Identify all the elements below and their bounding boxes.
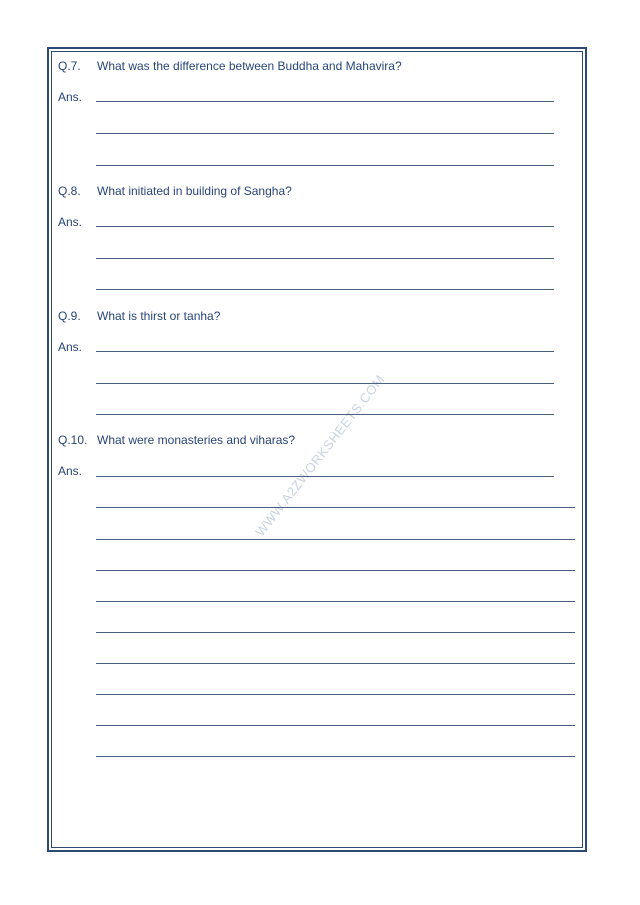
answer-line[interactable]	[96, 414, 554, 415]
answer-line[interactable]	[96, 601, 575, 602]
question-9-text: What is thirst or tanha?	[97, 309, 221, 323]
question-8-number: Q.8.	[58, 184, 81, 198]
answer-line[interactable]	[96, 289, 554, 290]
answer-line[interactable]	[96, 539, 575, 540]
answer-line[interactable]	[96, 165, 554, 166]
answer-line[interactable]	[96, 694, 575, 695]
question-7-answer-label: Ans.	[58, 90, 83, 104]
question-10-number: Q.10.	[58, 433, 88, 447]
answer-line[interactable]	[96, 226, 554, 227]
answer-line[interactable]	[96, 756, 575, 757]
answer-line[interactable]	[96, 476, 554, 477]
answer-line[interactable]	[96, 351, 554, 352]
question-10-answer-label: Ans.	[58, 464, 83, 478]
question-7-text: What was the difference between Buddha and Mahavira?	[97, 59, 402, 73]
answer-line[interactable]	[96, 101, 554, 102]
question-8-text: What initiated in building of Sangha?	[97, 184, 292, 198]
question-9-number: Q.9.	[58, 309, 81, 323]
answer-line[interactable]	[96, 258, 554, 259]
answer-line[interactable]	[96, 383, 554, 384]
question-8-answer-label: Ans.	[58, 215, 83, 229]
question-7-number: Q.7.	[58, 59, 81, 73]
watermark: WWW.A2ZWORKSHEETS.COM	[252, 371, 388, 540]
answer-line[interactable]	[96, 133, 554, 134]
answer-line[interactable]	[96, 570, 575, 571]
answer-line[interactable]	[96, 663, 575, 664]
answer-line[interactable]	[96, 725, 575, 726]
answer-line[interactable]	[96, 632, 575, 633]
question-10-text: What were monasteries and viharas?	[97, 433, 296, 447]
question-9-answer-label: Ans.	[58, 340, 83, 354]
answer-line[interactable]	[96, 507, 575, 508]
